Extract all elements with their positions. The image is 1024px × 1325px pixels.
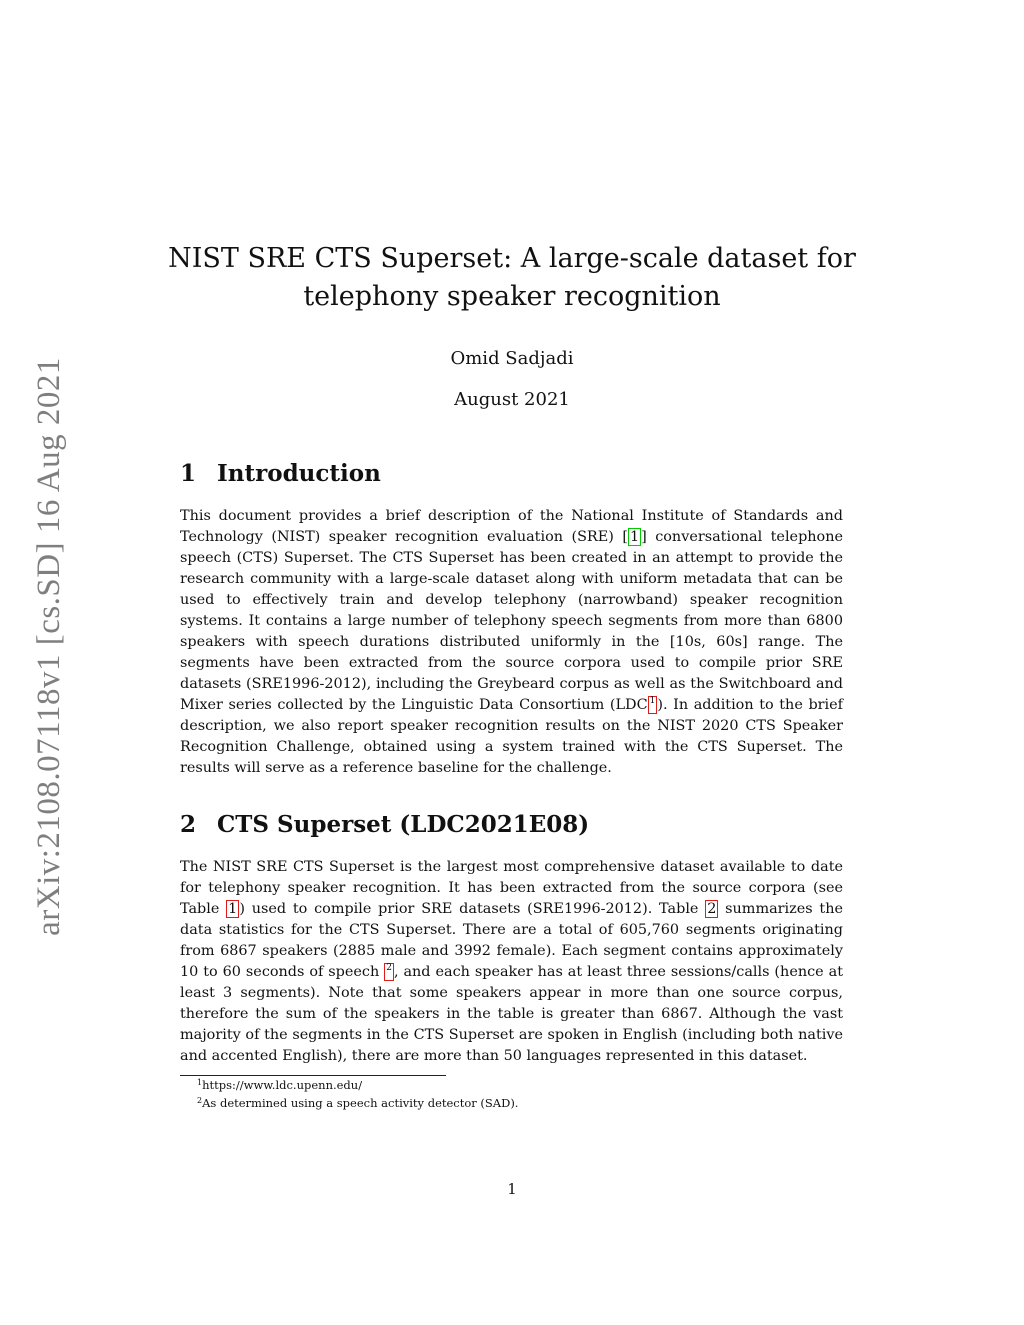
- title-line-2: telephony speaker recognition: [303, 281, 721, 312]
- section-number: 2: [180, 811, 197, 838]
- footnote-mark: 1: [649, 696, 656, 706]
- section-number: 1: [180, 460, 197, 487]
- footnote-mark: 2: [386, 963, 392, 973]
- footnote-number: 1: [197, 1078, 203, 1087]
- date: August 2021: [454, 389, 570, 410]
- author: Omid Sadjadi: [450, 348, 574, 369]
- page-number: 1: [507, 1180, 517, 1198]
- cts-superset-paragraph: [180, 857, 843, 1067]
- footnote-text: As determined using a speech activity detector (SAD).: [202, 1096, 519, 1110]
- text-run: summarizes the data statistics for the CTS Superset. There are a total of 605,760 segments originating from 6867 speakers (2885 male and 3992 female). Each segment contains approximately 10 to 60 seconds of speech: [180, 901, 843, 980]
- table-link[interactable]: 1: [228, 901, 238, 917]
- table-link[interactable]: 2: [707, 901, 717, 917]
- footnote-url[interactable]: https://www.ldc.upenn.edu/: [202, 1078, 363, 1092]
- text-run: ). In addition to the brief description, we also report speaker recognition results on the NIST 2020 CTS Speaker Recognition Challenge, obtained using a system trained with the CTS Superset. The results will serve as a reference baseline for the challenge.: [180, 697, 843, 776]
- footnote-number: 2: [197, 1096, 203, 1105]
- introduction-paragraph: [180, 506, 843, 779]
- footnote-divider: [180, 1075, 446, 1076]
- text-run: The NIST SRE CTS Superset is the largest most comprehensive dataset available to date for telephony speaker recognition. It has been extracted from the source corpora (see Table: [180, 859, 843, 917]
- footnote-link[interactable]: [384, 963, 394, 981]
- text-run: This document provides a brief description of the National Institute of Standards and Technology (NIST) speaker recognition evaluation (SRE) [: [180, 508, 843, 545]
- footnote-link[interactable]: [648, 696, 658, 714]
- paper-title: [150, 240, 874, 316]
- section-heading-introduction: [180, 460, 381, 487]
- footnote-2: [197, 1096, 518, 1111]
- text-run: , and each speaker has at least three sessions/calls (hence at least 3 segments). Note that some speakers appear in more than one source corpus, therefore the sum of the speakers in the table is greater than 6867. Although the vast majority of the segments in the CTS Superset are spoken in English (including both native and accented English), there are more than 50 languages represented in this dataset.: [180, 964, 843, 1064]
- arxiv-stamp-text: arXiv:2108.07118v1 [cs.SD] 16 Aug 2021: [30, 356, 67, 936]
- text-run: ) used to compile prior SRE datasets (SRE1996-2012). Table: [239, 901, 706, 917]
- section-title: CTS Superset (LDC2021E08): [217, 811, 590, 838]
- footnote-1: [197, 1078, 362, 1093]
- section-title: Introduction: [217, 460, 381, 487]
- citation-link[interactable]: 1: [629, 529, 640, 545]
- section-heading-cts-superset: [180, 811, 589, 838]
- arxiv-stamp: [26, 350, 72, 942]
- title-line-1: NIST SRE CTS Superset: A large-scale dataset for: [168, 243, 856, 274]
- text-run: ] conversational telephone speech (CTS) Superset. The CTS Superset has been created in an attempt to provide the research community with a large-scale dataset along with uniform metadata that can be used to effectively train and develop telephony (narrowband) speaker recognition systems. It contains a large number of telephony speech segments from more than 6800 speakers with speech durations distributed uniformly in the [10s, 60s] range. The segments have been extracted from the source corpora used to compile prior SRE datasets (SRE1996-2012), including the Greybeard corpus as well as the Switchboard and Mixer series collected by the Linguistic Data Consortium (LDC: [180, 529, 843, 713]
